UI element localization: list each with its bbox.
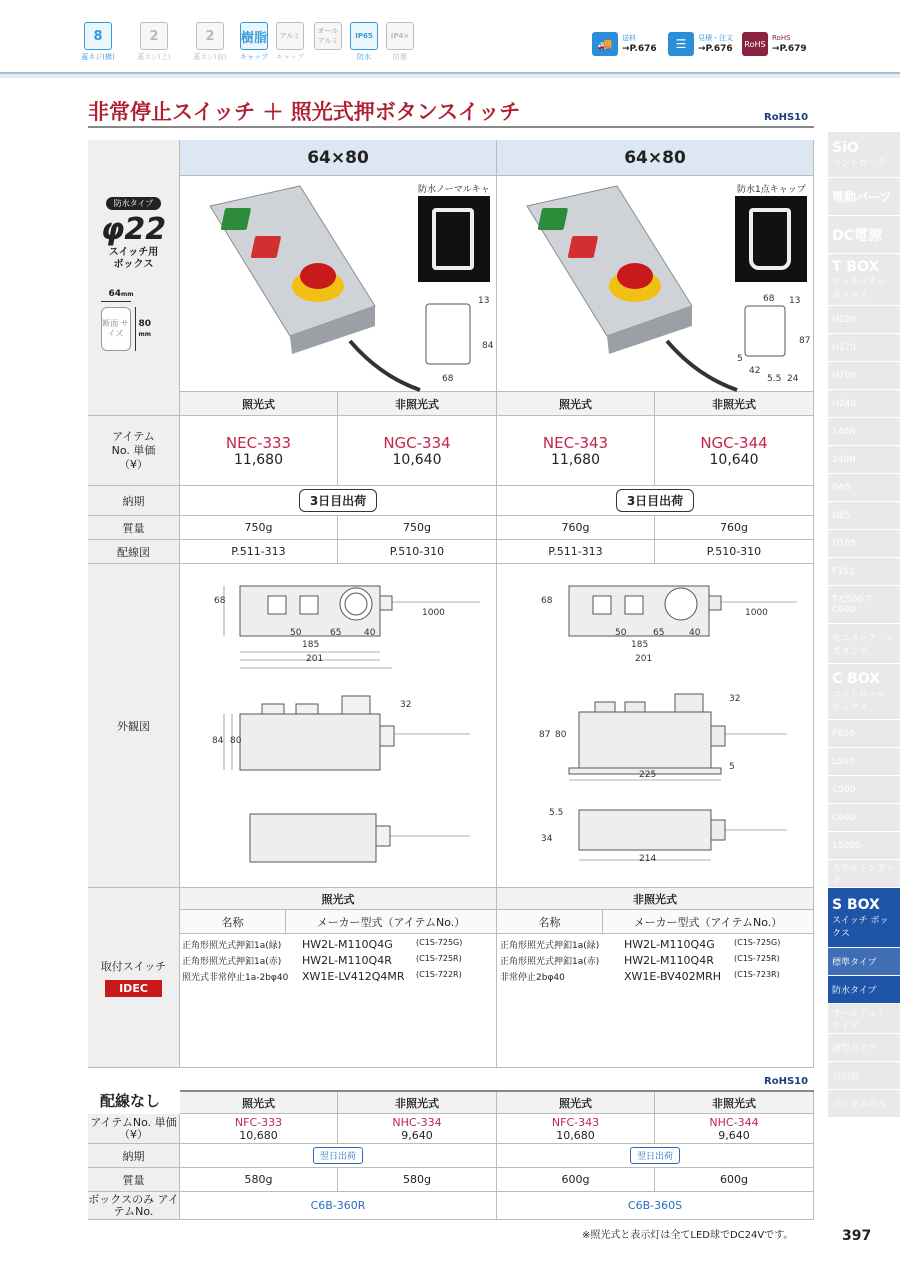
nw-weight: 580g [338,1168,497,1192]
weight-value: 760g [497,516,655,540]
switch-model: HW2L-M110Q4R [302,954,392,967]
type-badge: 防水タイプ [106,197,162,210]
nw-item-number[interactable]: NFC-333 [234,1115,283,1129]
switch-name: 非常停止2bφ40 [500,973,565,983]
row-label-wiring: 配線図 [88,540,180,564]
nw-delivery-cell [497,1144,814,1168]
switch-group-2: 非照光式 [497,888,814,910]
item-number[interactable]: NGC-344 [700,433,768,452]
nw-weight: 580g [180,1168,338,1192]
row-label-switch: 取付スイッチ IDEC [88,888,180,1068]
switch-col-name-1: 名称 [180,910,286,934]
nw-price: 9,640 [401,1128,433,1142]
feature-icon: IP65 防水 [346,22,382,62]
product-item-cell [497,416,655,486]
subheader-1: 照光式 [180,392,338,416]
box-caption: スイッチ用 ボックス [108,246,159,270]
switch-model: HW2L-M110Q4R [624,954,714,967]
sidebar-item[interactable]: C BOX コントロール ボックス [828,664,900,720]
nw-price: 9,640 [718,1128,750,1142]
feature-icon: 8 蓋ネジ(横) [80,22,116,62]
sidebar-item[interactable]: 目的別 [828,1062,900,1090]
feature-icon: 2 蓋ネジ(上) [136,22,172,62]
delivery-cell-1 [180,486,497,516]
product-item-cell [180,416,338,486]
footnote: ※照光式と表示灯は全てLED球でDC24Vです。 [582,1230,794,1241]
subheader-2: 非照光式 [338,392,497,416]
nw-label-item: アイテムNo. 単価（¥） [88,1114,180,1144]
appearance-drawing-2: 68 50 65 40 1000 185 201 87 80 32 225 5 5.5 34 214 [497,564,814,888]
nw-price: 10,680 [239,1128,278,1142]
no-wiring-title: 配線なし [100,1092,161,1110]
sidebar-item[interactable]: D65 [828,474,900,502]
quote-order-link[interactable]: ☰ 見積・注文 →P.676 [668,32,733,56]
switch-code: (C1S-723R) [734,970,780,979]
switch-name: 正角形照光式押釦1a(緑) [182,941,282,951]
sidebar-item[interactable]: 標準タイプ [828,948,900,976]
wiring-page-link[interactable]: P.510-310 [338,540,497,564]
idec-logo: IDEC [105,980,162,997]
unit-price: 11,680 [234,451,283,468]
delivery-cell-2 [497,486,814,516]
page-title: 非常停止スイッチ ＋ 照光式押ボタンスイッチ [88,100,521,124]
sidebar-item[interactable]: H120 [828,306,900,334]
sidebar-item[interactable]: モニターアーム スタンド [828,624,900,664]
sidebar-item[interactable]: ボックスのみ [828,1090,900,1118]
nw-label-delivery: 納期 [88,1144,180,1168]
nw-item-number[interactable]: NFC-343 [551,1115,600,1129]
nw-box-only[interactable]: C6B-360R [180,1192,497,1220]
product-item-cell [338,416,497,486]
sidebar-item[interactable]: H170 [828,334,900,362]
truck-icon: 🚚 [592,32,618,56]
nw-weight: 600g [655,1168,814,1192]
sidebar-item[interactable]: H240 [828,390,900,418]
sidebar-item[interactable]: H200 [828,362,900,390]
product-photo-1: 防水ノーマルキャ 13 84 68 [180,176,497,392]
feature-icon: 2 蓋ネジ(前) [192,22,228,62]
sidebar-item[interactable]: F352 [828,558,900,586]
rohs-badge: RoHS10 [764,112,809,123]
product-photo-2: 防水1点キャップ 68 13 87 5 42 24 5.5 [497,176,814,392]
switch-name: 照光式非常停止1a-2bφ40 [182,973,289,983]
cap-label-1: 防水ノーマルキャ [418,185,490,195]
item-number[interactable]: NEC-343 [542,433,609,452]
sidebar-item[interactable]: 電動パーツ [828,178,900,216]
row-label-delivery: 納期 [88,486,180,516]
nw-price: 10,680 [556,1128,595,1142]
rohs-link[interactable]: RoHS RoHS →P.679 [742,32,807,56]
nw-header: 非照光式 [655,1092,814,1114]
switch-code: (C1S-725G) [734,938,781,947]
switch-col-model-1: メーカー型式（アイテムNo.） [286,910,497,934]
rohs-badge-2: RoHS10 [764,1076,809,1087]
subheader-4: 非照光式 [655,392,814,416]
sidebar-item[interactable]: 240N [828,446,900,474]
sidebar-item[interactable]: C600 [828,804,900,832]
switch-model: HW2L-M110Q4G [624,938,715,951]
delivery-badge: 3日目出荷 [616,489,694,512]
size-label: φ22 [100,211,167,247]
row-label-appearance: 外観図 [88,564,180,888]
unit-price: 11,680 [551,451,600,468]
column-header-1: 64×80 [180,140,497,176]
nw-header: 照光式 [180,1092,338,1114]
sidebar-item[interactable]: 防水タイプ [828,976,900,1004]
rohs-icon: RoHS [742,32,768,56]
item-number[interactable]: NEC-333 [225,433,292,452]
subheader-3: 照光式 [497,392,655,416]
switch-model: HW2L-M110Q4G [302,938,393,951]
cap-drawing-1 [418,294,494,386]
sidebar-item[interactable]: スケルトンラック [828,860,900,888]
switch-name: 正角形照光式押釦1a(赤) [500,957,600,967]
nw-delivery-badge: 翌日出荷 [313,1147,363,1164]
cap-photo-1 [418,196,490,282]
sidebar-item[interactable]: P600 [828,720,900,748]
wiring-page-link[interactable]: P.511-313 [180,540,338,564]
switch-code: (C1S-722R) [416,970,462,979]
nw-header: 非照光式 [338,1092,497,1114]
nw-item-number[interactable]: NHC-344 [709,1115,759,1129]
feature-icon: IP4× 防塵 [382,22,418,62]
nw-item-cell [655,1114,814,1144]
feature-icon: オール アルミ [310,22,346,52]
sidebar-item[interactable]: D105 [828,530,900,558]
unit-price: 10,640 [392,451,442,468]
weight-value: 750g [338,516,497,540]
sidebar-item[interactable]: 140N [828,418,900,446]
nw-label-weight: 質量 [88,1168,180,1192]
delivery-badge: 3日目出荷 [299,489,377,512]
unit-price: 10,640 [709,451,759,468]
nw-weight: 600g [497,1168,655,1192]
switch-code: (C1S-725G) [416,938,463,947]
weight-value: 750g [180,516,338,540]
row-label-item: アイテムNo. 単価（¥） [88,416,180,486]
nw-delivery-badge: 翌日出荷 [630,1147,680,1164]
product-item-cell [655,416,814,486]
shipping-link[interactable]: 🚚 送料 →P.676 [592,32,657,56]
switch-code: (C1S-725R) [734,954,780,963]
switch-group-1: 照光式 [180,888,497,910]
switch-model: XW1E-LV412Q4MR [302,970,405,983]
feature-icon: アルミ キャップ [272,22,308,62]
header-divider [0,72,900,78]
sidebar-item[interactable]: 1500S [828,832,900,860]
wiring-page-link[interactable]: P.510-310 [655,540,814,564]
page-number: 397 [842,1228,872,1244]
sidebar-item[interactable]: D85 [828,502,900,530]
sidebar-item[interactable]: C500 [828,776,900,804]
row-label-weight: 質量 [88,516,180,540]
dimension-drawing-left [180,564,497,888]
cross-section-diagram: 64mm 断面 サイズ 80 mm [99,289,169,359]
weight-value: 760g [655,516,814,540]
sidebar-item[interactable]: オールアルミ タイプ [828,1004,900,1034]
wiring-page-link[interactable]: P.511-313 [497,540,655,564]
appearance-drawing-1: 68 50 65 40 1000 185 201 84 80 32 [180,564,497,888]
switch-code: (C1S-725R) [416,954,462,963]
sidebar-item[interactable]: T BOX タッチパネル ボックス [828,254,900,306]
nw-item-cell [497,1114,655,1144]
nw-delivery-cell [180,1144,497,1168]
sidebar-item[interactable]: T-C500 T-C600 [828,586,900,624]
sidebar-item[interactable]: DC電源 [828,216,900,254]
sidebar-item[interactable]: 薄型タイプ [828,1034,900,1062]
nw-label-box: ボックスのみ アイテムNo. [88,1192,180,1220]
form-icon: ☰ [668,32,694,56]
nw-item-cell [338,1114,497,1144]
switch-name: 正角形照光式押釦1a(赤) [182,957,282,967]
switch-col-model-2: メーカー型式（アイテムNo.） [603,910,814,934]
nw-item-number[interactable]: NHC-334 [392,1115,442,1129]
switch-model: XW1E-BV402MRH [624,970,722,983]
sidebar-item[interactable]: SiO コントローラ [828,132,900,178]
cap-label-2: 防水1点キャップ [737,185,806,195]
title-rule [88,126,814,128]
sidebar-item[interactable]: L500 [828,748,900,776]
nw-box-only[interactable]: C6B-360S [497,1192,814,1220]
sidebar-item[interactable]: S BOX スイッチ ボックス [828,888,900,948]
switch-name: 正角形照光式押釦1a(緑) [500,941,600,951]
feature-icon: 樹脂 キャップ [236,22,272,62]
left-panel [88,140,180,416]
item-number[interactable]: NGC-334 [383,433,451,452]
nw-item-cell [180,1114,338,1144]
nw-header: 照光式 [497,1092,655,1114]
cap-photo-2 [735,196,807,282]
switch-col-name-2: 名称 [497,910,603,934]
column-header-2: 64×80 [497,140,814,176]
